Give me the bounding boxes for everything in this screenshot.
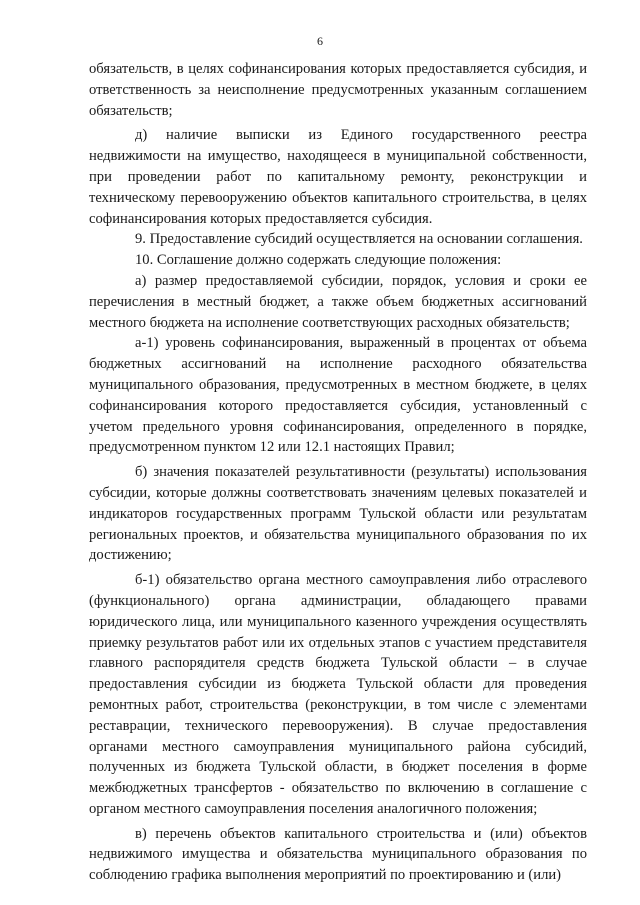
paragraph-d: д) наличие выписки из Единого государственного реестра недвижимости на имущество, находящееся в муниципальной собственности, при проведении работ по капитальному ремонту, реконструкции и техническому перевооружению объектов капитального строительства, в целях софинансирования которых предоставляется субсидия. <box>89 127 587 227</box>
paragraph-b-1: б-1) обязательство органа местного самоуправления либо отраслевого (функционального) органа администрации, обладающего правами юридического лица, или муниципального казенного учреждения осуществлять приемку результатов работ или их отдельных этапов с участием представителя главного распорядителя средств бюджета Тульской области – в случае предоставления субсидии из бюджета Тульской области для проведения ремонтных работ, строительства (реконструкции, в том числе с элементами реставрации, технического перевооружения). В случае предоставления органами местного самоуправления муниципального района субсидий, полученных из бюджета Тульской области, в бюджет поселения в форме межбюджетных трансфертов - обязательство по включению в соглашение с органом местного самоуправления поселения аналогичного положения; <box>89 572 587 817</box>
paragraph-a: а) размер предоставляемой субсидии, порядок, условия и сроки ее перечисления в местный бюджет, а также объем бюджетных ассигнований местного бюджета на исполнение соответствующих расходных обязательств; <box>89 272 587 331</box>
paragraph-a-1: а-1) уровень софинансирования, выраженный в процентах от объема бюджетных ассигнований на исполнение расходного обязательства муниципального образования, предусмотренных в местном бюджете, в целях софинансирования которого предоставляется субсидия, установленный с учетом предельного уровня софинансирования, определенного в порядке, предусмотренном пунктом 12 или 12.1 настоящих Правил; <box>89 335 587 456</box>
paragraph-continuation: обязательств, в целях софинансирования которых предоставляется субсидия, и ответственность за неисполнение предусмотренных указанным соглашением обязательств; <box>89 61 587 119</box>
paragraph-10: 10. Соглашение должно содержать следующие положения: <box>135 252 502 269</box>
page-number: 6 <box>317 34 323 48</box>
paragraph-9: 9. Предоставление субсидий осуществляется на основании соглашения. <box>135 231 583 248</box>
paragraph-b: б) значения показателей результативности (результаты) использования субсидии, которые должны соответствовать значениям целевых показателей и индикаторов государственных программ Тульской области или результатам региональных проектов, и обязательства муниципального образования по их достижению; <box>89 464 587 564</box>
document-body <box>89 59 587 886</box>
paragraph-v: в) перечень объектов капитального строительства и (или) объектов недвижимого имущества и обязательства муниципального образования по соблюдению графика выполнения мероприятий по проектированию и (или) <box>89 825 587 884</box>
